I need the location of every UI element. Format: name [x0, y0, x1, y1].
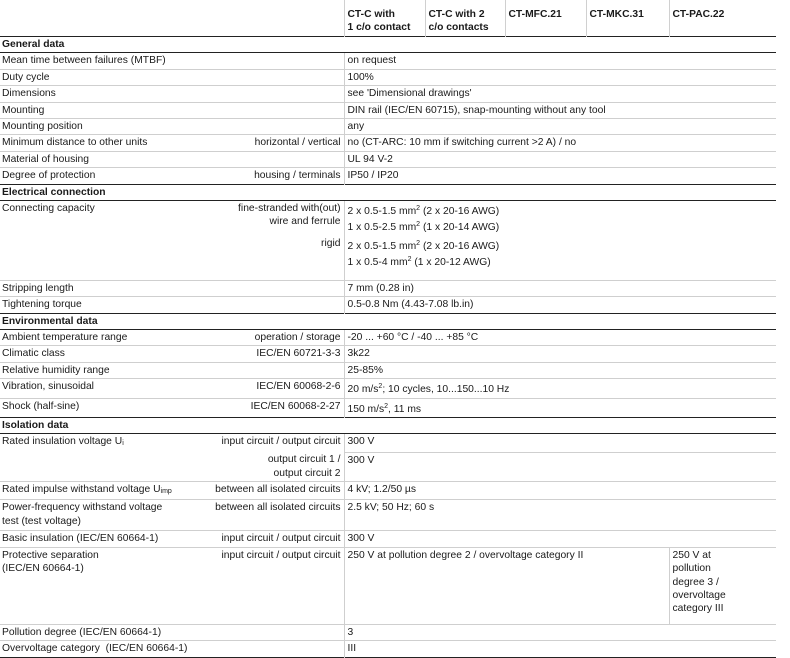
section-isolation [0, 417, 776, 433]
section-general [0, 37, 776, 53]
row-label: Climatic class [2, 348, 65, 360]
table-row [0, 624, 776, 640]
value-line: 2 x 0.5-1.5 $mm^2$ (2 x 20-16 AWG) [347, 205, 500, 218]
table-row [0, 102, 776, 118]
header-ct-mkc31: CT-MKC.31 [586, 0, 669, 37]
row-value: no (CT-ARC: 10 mm if switching current >2 A) / no [344, 135, 776, 151]
row-condition: rigid [321, 237, 341, 249]
row-label: Relative humidity range [2, 364, 110, 376]
row-label: Mounting [2, 104, 45, 116]
row-label: Mean time between failures (MTBF) [2, 55, 166, 67]
table-row [0, 86, 776, 102]
row-label: Tightening torque [2, 299, 82, 311]
row-label: Ambient temperature range [2, 331, 128, 343]
table-row [0, 135, 776, 151]
table-row [0, 297, 776, 313]
row-label: Pollution degree (IEC/EN 60664-1) [2, 626, 162, 638]
table-row [0, 280, 776, 296]
row-label: Stripping length [2, 282, 74, 294]
row-label: Degree of protection [2, 170, 96, 182]
section-electrical [0, 184, 776, 200]
table-row [0, 236, 776, 280]
row-value: 3k22 [344, 346, 776, 362]
table-row [0, 362, 776, 378]
table-row [0, 346, 776, 362]
row-condition: input circuit / output circuit [221, 549, 341, 561]
row-value: see 'Dimensional drawings' [344, 86, 776, 102]
row-label: Power-frequency withstand voltage test (test voltage) [2, 502, 163, 527]
row-value-pac: 250 V at pollution degree 3 / overvoltage category III [669, 547, 776, 624]
table-row [0, 641, 776, 657]
row-condition: operation / storage [254, 331, 341, 343]
section-title: Electrical connection [0, 184, 776, 200]
row-value: 4 kV; 1.2/50 µs [344, 482, 776, 500]
row-value: IP50 / IP20 [344, 168, 776, 184]
table-row [0, 398, 776, 417]
section-title: Isolation data [0, 417, 776, 433]
row-value: 300 V [344, 531, 776, 547]
row-value: 300 V [344, 434, 776, 452]
row-condition: IEC/EN 60721-3-3 [256, 348, 341, 360]
table-row [0, 53, 776, 69]
table-row [0, 69, 776, 85]
table-row [0, 531, 776, 547]
row-condition: horizontal / vertical [254, 137, 341, 149]
row-label: Protective separation (IEC/EN 60664-1) [2, 549, 99, 575]
section-environmental [0, 313, 776, 329]
section-title: General data [0, 37, 776, 53]
row-value: 100% [344, 69, 776, 85]
row-condition: input circuit / output circuit [221, 533, 341, 545]
row-label: Rated impulse withstand voltage Uimp [2, 484, 172, 496]
table-row [0, 151, 776, 167]
row-value: III [344, 641, 776, 657]
row-value: DIN rail (IEC/EN 60715), snap-mounting without any tool [344, 102, 776, 118]
table-row [0, 434, 776, 452]
table-row [0, 379, 776, 398]
table-row [0, 482, 776, 500]
header-ct-pac22: CT-PAC.22 [669, 0, 776, 37]
value-line: 2 x 0.5-1.5 $mm^2$ (2 x 20-16 AWG) [347, 239, 500, 252]
table-row [0, 201, 776, 236]
row-value [344, 236, 776, 280]
row-condition: between all isolated circuits [215, 502, 341, 514]
row-value: 25-85% [344, 362, 776, 378]
row-value: -20 ... +60 °C / -40 ... +85 °C [344, 329, 776, 345]
header-blank-cond [198, 0, 344, 37]
row-label: Mounting position [2, 121, 83, 133]
row-label: Material of housing [2, 153, 90, 165]
row-label: Dimensions [2, 88, 56, 100]
row-label: Shock (half-sine) [2, 400, 80, 412]
row-value: UL 94 V-2 [344, 151, 776, 167]
header-blank [0, 0, 198, 37]
table-row [0, 329, 776, 345]
value-line: 1 x 0.5-4 $mm^2$ (1 x 20-12 AWG) [347, 256, 491, 269]
row-condition: IEC/EN 60068-2-27 [250, 400, 341, 412]
row-value: 20 $m/s^2$; 10 cycles, 10...150...10 Hz [344, 379, 776, 398]
header-ct-c-2co: CT-C with 2 c/o contacts [425, 0, 505, 37]
table-row [0, 547, 776, 624]
row-value: 7 mm (0.28 in) [344, 280, 776, 296]
row-label: Vibration, sinusoidal [2, 381, 94, 393]
row-condition: input circuit / output circuit [221, 436, 341, 448]
row-label: Overvoltage category (IEC/EN 60664-1) [2, 643, 188, 655]
row-label: Basic insulation (IEC/EN 60664-1) [2, 533, 159, 545]
header-ct-c-1co: CT-C with 1 c/o contact [344, 0, 425, 37]
row-value: 0.5-0.8 Nm (4.43-7.08 lb.in) [344, 297, 776, 313]
row-condition: output circuit 1 / output circuit 2 [267, 454, 341, 479]
row-value: 250 V at pollution degree 2 / overvoltage category II [344, 547, 669, 624]
row-value: 150 $m/s^2$, 11 ms [344, 398, 776, 417]
section-title: Environmental data [0, 313, 776, 329]
table-row [0, 452, 776, 481]
row-condition: fine-stranded with(out) wire and ferrule [238, 203, 341, 228]
row-label: Connecting capacity [2, 203, 95, 215]
row-label-empty [0, 236, 198, 280]
row-value: 3 [344, 624, 776, 640]
row-condition: housing / terminals [254, 170, 341, 182]
row-condition: IEC/EN 60068-2-6 [256, 381, 341, 393]
row-value: any [344, 119, 776, 135]
row-value [344, 201, 776, 236]
table-row [0, 119, 776, 135]
row-value: 300 V [344, 452, 776, 481]
row-label-empty [0, 452, 198, 481]
row-value: 2.5 kV; 50 Hz; 60 s [344, 500, 776, 531]
row-label: Duty cycle [2, 71, 50, 83]
row-label: Minimum distance to other units [2, 137, 148, 149]
row-condition: between all isolated circuits [215, 484, 341, 496]
header-row [0, 0, 776, 37]
table-row [0, 500, 776, 531]
row-value: on request [344, 53, 776, 69]
row-label: Rated insulation voltage Ui [2, 436, 124, 448]
value-line: 1 x 0.5-2.5 $mm^2$ (1 x 20-14 AWG) [347, 221, 500, 234]
table-row [0, 168, 776, 184]
header-ct-mfc21: CT-MFC.21 [505, 0, 586, 37]
